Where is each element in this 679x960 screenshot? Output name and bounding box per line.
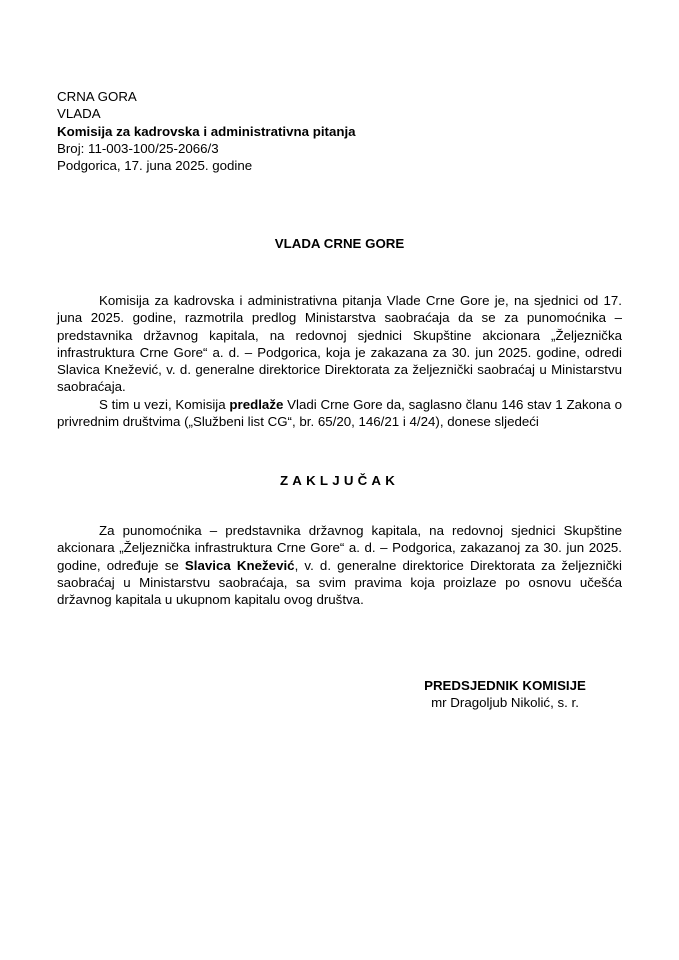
intro-paragraph-2: [57, 396, 622, 431]
header-number: Broj: 11-003-100/25-2066/3: [57, 140, 219, 156]
header-government: VLADA: [57, 106, 101, 122]
header-place-date: Podgorica, 17. juna 2025. godine: [57, 158, 253, 174]
decision-section: [57, 522, 622, 608]
decision-bold-name: Slavica Knežević: [184, 557, 295, 573]
intro-paragraph-1: Komisija za kadrovska i administrativna pitanja Vlade Crne Gore je, na sjednici od 17. juna 2025. godine, razmotrila predlog Ministarstva saobraćaja da se za punomoćnika – predstavnika državnog kapitala, na redovnoj sjednici Skupštine akcionara „Željeznička infrastruktura Crne Gore“ a. d. – Podgorica, koja je zakazana za 30. jun 2025. godine, odredi Slavica Knežević, v. d. generalne direktorice Direktorata za željeznički saobraćaj u Ministarstvu saobraćaja.: [57, 293, 622, 395]
decision-end: , v. d. generalne direktorice Direktorata za željeznički saobraćaj u Ministarstvu saobraćaja, sa svim pravima koja proizlaze po osnovu učešća državnog kapitala u ukupnom kapitalu ovog društva.: [57, 557, 622, 608]
intro-section: [57, 292, 622, 430]
addressee-title: VLADA CRNE GORE: [274, 236, 405, 251]
signature-block: [380, 677, 630, 712]
intro-paragraph-2-bold: predlaže: [229, 396, 284, 412]
header-commission: Komisija za kadrovska i administrativna pitanja: [57, 123, 356, 139]
intro-paragraph-2-start: S tim u vezi, Komisija: [99, 396, 230, 412]
intro-paragraph-2-end: Vladi Crne Gore da, saglasno članu 146 stav 1 Zakona o privrednim društvima („Službeni list CG“, br. 65/20, 146/21 i 4/24), donese sljedeći: [57, 396, 622, 430]
decision-paragraph: [57, 522, 622, 608]
conclusion-title: ZAKLJUČAK: [279, 473, 400, 488]
document-header: [57, 88, 356, 174]
signature-name: mr Dragoljub Nikolić, s. r.: [431, 695, 579, 711]
header-country: CRNA GORA: [57, 89, 137, 104]
decision-start: Za punomoćnika – predstavnika državnog kapitala, na redovnoj sjednici Skupštine akcionara „Željeznička infrastruktura Crne Gore“ a. d. – Podgorica, zakazanoj za 30. jun 2025. godine, određuje se: [57, 523, 622, 573]
signature-role: PREDSJEDNIK KOMISIJE: [424, 678, 586, 693]
